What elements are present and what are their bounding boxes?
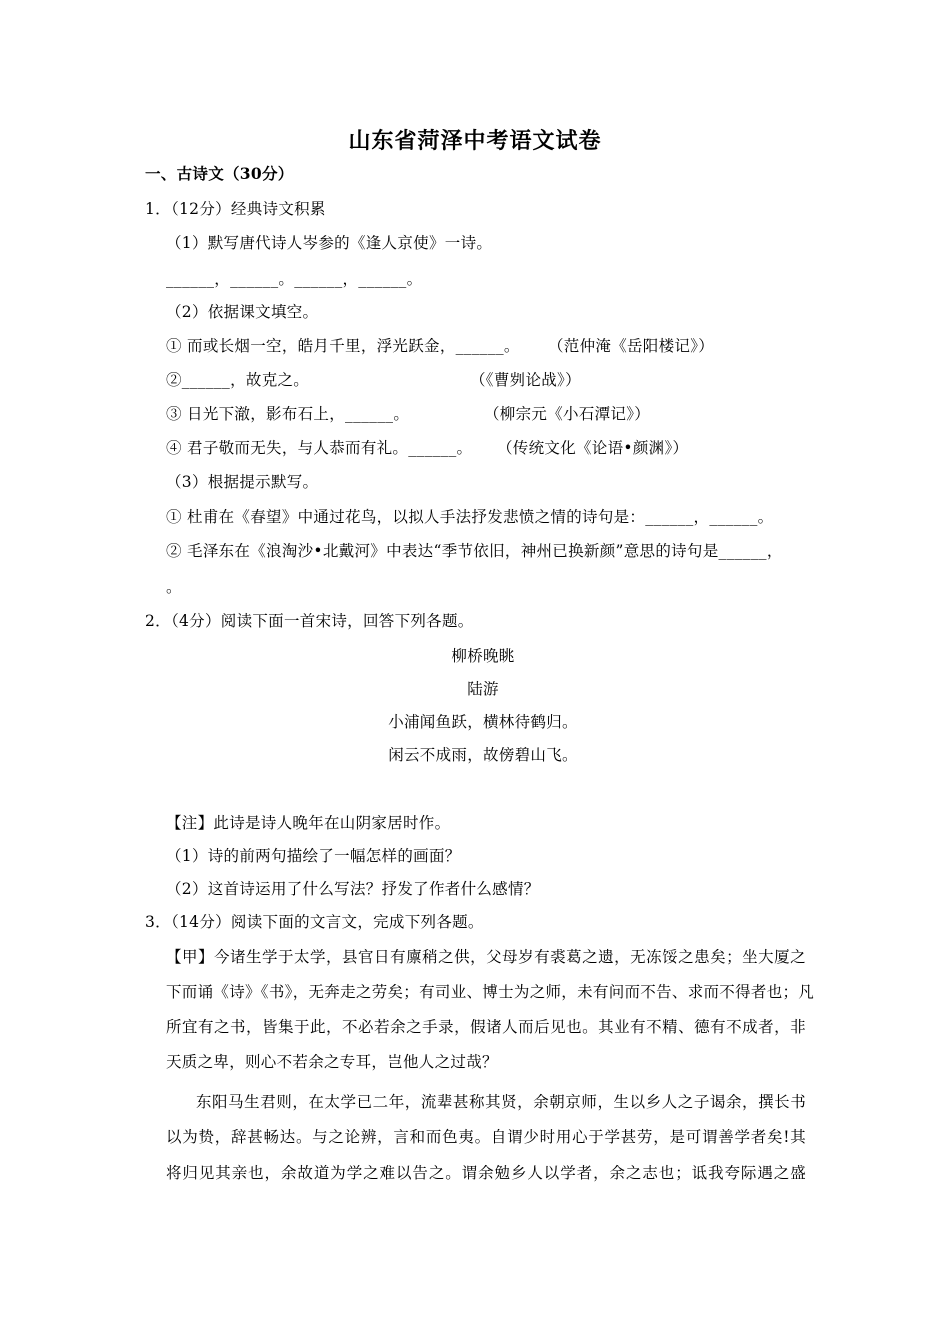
poem-title: 柳桥晚眺 — [451, 647, 515, 665]
q1-item-1: ① 而或长烟一空，皓月千里，浮光跃金，______。 — [166, 337, 520, 355]
q1-item-3: ③ 日光下澈，影布石上，______。 — [166, 405, 410, 423]
q1-item-4-source: （传统文化《论语•颜渊》） — [497, 439, 689, 457]
section-heading: 一、古诗文（30分） — [145, 164, 294, 183]
passage-a-line-3: 所宜有之书，皆集于此，不必若余之手录，假诸人而后见也。其业有不精、德有不成者，非 — [166, 1018, 806, 1036]
q1-item-1-source: （范仲淹《岳阳楼记》） — [548, 337, 715, 355]
q1-item-4: ④ 君子敬而无失，与人恭而有礼。______。 — [166, 439, 473, 457]
poem-author: 陆游 — [467, 680, 499, 698]
q1-part2: （2）依据课文填空。 — [166, 303, 319, 321]
question-2-stem: 2．（4分）阅读下面一首宋诗，回答下列各题。 — [145, 612, 474, 630]
q1-part3-item-2: ② 毛泽东在《浪淘沙•北戴河》中表达“季节依旧，神州已换新颜”意思的诗句是______， — [166, 542, 783, 560]
passage-b-line-3: 将归见其亲也，余故道为学之难以告之。谓余勉乡人以学者，余之志也；诋我夸际遇之盛 — [166, 1164, 806, 1182]
q1-part3: （3）根据提示默写。 — [166, 473, 319, 491]
question-1-stem: 1．（12分）经典诗文积累 — [145, 200, 326, 218]
q1-part1: （1）默写唐代诗人岑参的《逢人京使》一诗。 — [166, 234, 493, 252]
q1-part3-item-1: ① 杜甫在《春望》中通过花鸟，以拟人手法抒发悲愤之情的诗句是：______，______。 — [166, 508, 774, 526]
poem-line-2: 闲云不成雨，故傍碧山飞。 — [388, 746, 578, 764]
q1-part3-item-2-cont: 。 — [166, 578, 182, 596]
question-3-stem: 3．（14分）阅读下面的文言文，完成下列各题。 — [145, 913, 484, 931]
passage-a-line-4: 天质之卑，则心不若余之专耳，岂他人之过哉？ — [166, 1053, 498, 1071]
q1-part1-blanks: ______，______。______，______。 — [166, 270, 423, 288]
poem-line-1: 小浦闻鱼跃，横林待鹤归。 — [388, 713, 578, 731]
passage-a-line-2: 下而诵《诗》《书》，无奔走之劳矣；有司业、博士为之师，未有问而不告、求而不得者也；凡 — [166, 983, 815, 1001]
page-title: 山东省菏泽中考语文试卷 — [348, 128, 602, 154]
q2-sub-1: （1）诗的前两句描绘了一幅怎样的画面？ — [166, 847, 461, 865]
passage-b-line-2: 以为贽，辞甚畅达。与之论辨，言和而色夷。自谓少时用心于学甚劳，是可谓善学者矣!其 — [166, 1128, 806, 1146]
q2-sub-2: （2）这首诗运用了什么写法？抒发了作者什么感情？ — [166, 880, 540, 898]
q1-item-2: ②______，故克之。 — [166, 371, 310, 389]
q1-item-2-source: （《曹刿论战》） — [470, 371, 581, 389]
passage-b-line-1: 东阳马生君则，在太学已二年，流辈甚称其贤，余朝京师，生以乡人之子谒余，撰长书 — [196, 1093, 806, 1111]
passage-a-line-1: 【甲】今诸生学于太学，县官日有廪稍之供，父母岁有裘葛之遗，无冻馁之患矣；坐大厦之 — [166, 948, 806, 966]
poem-note: 【注】此诗是诗人晚年在山阴家居时作。 — [166, 814, 451, 832]
q1-item-3-source: （柳宗元《小石潭记》） — [484, 405, 651, 423]
